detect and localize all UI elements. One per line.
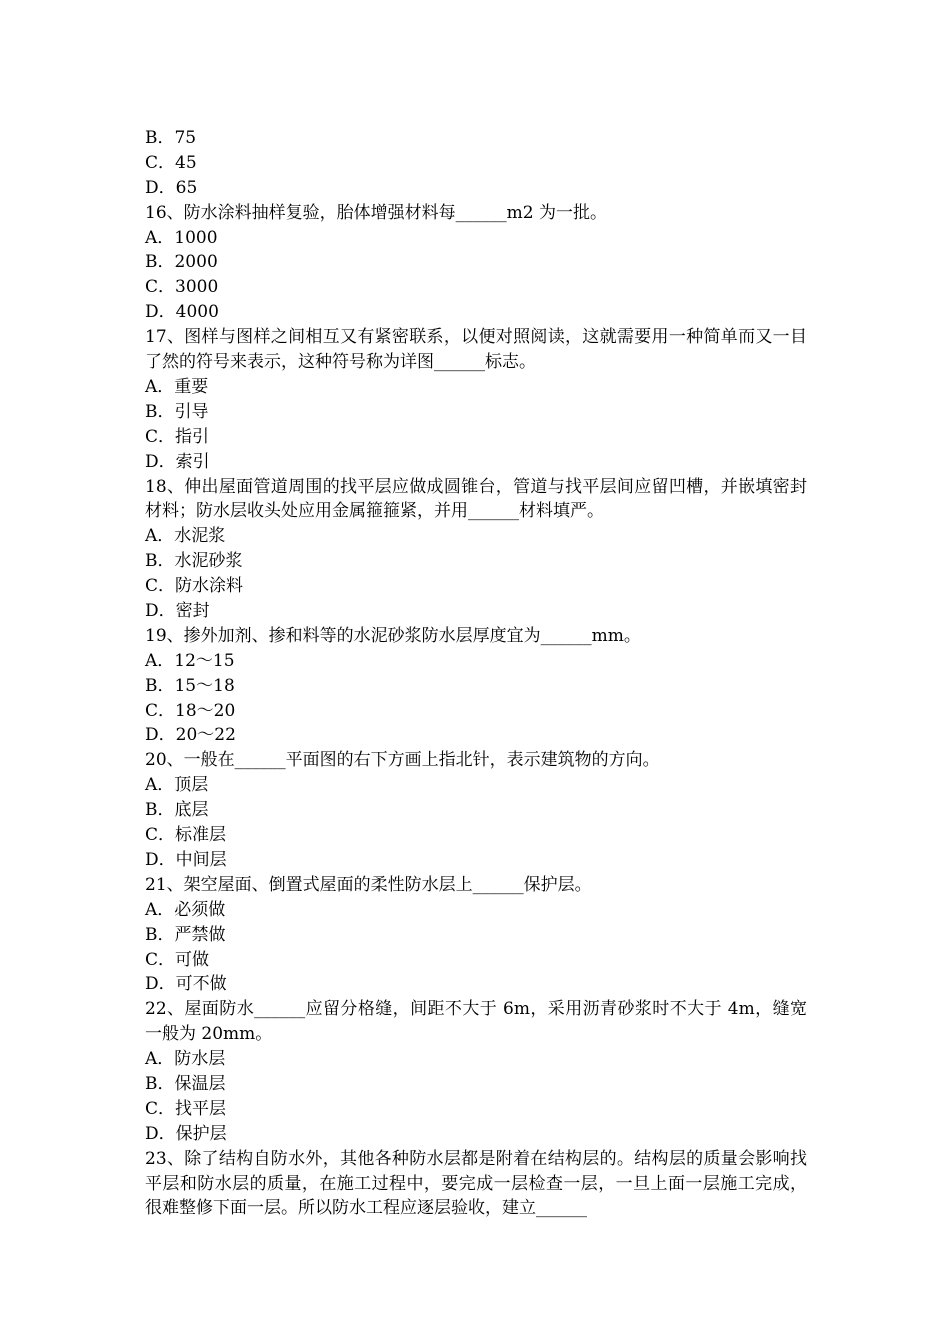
question-text: 23、除了结构自防水外，其他各种防水层都是附着在结构层的。结构层的质量会影响找平层和防水层的质量，在施工过程中，要完成一层检查一层，一旦上面一层施工完成，很难整修下面一层。所以防水工程应逐层验收，建立______	[145, 1148, 807, 1219]
answer-option: B．严禁做	[145, 924, 226, 945]
question-text: 22、屋面防水______应留分格缝，间距不大于 6m，采用沥青砂浆时不大于 4m，缝宽一般为 20mm。	[145, 999, 807, 1045]
answer-option: A．防水层	[145, 1049, 226, 1070]
question-text: 16、防水涂料抽样复验，胎体增强材料每______m2 为一批。	[145, 202, 607, 223]
answer-option: C．18～20	[145, 700, 236, 721]
question-text: 21、架空屋面、倒置式屋面的柔性防水层上______保护层。	[145, 874, 592, 895]
answer-option: A．顶层	[145, 775, 209, 796]
question-text: 20、一般在______平面图的右下方画上指北针，表示建筑物的方向。	[145, 750, 660, 771]
answer-option: B．引导	[145, 401, 209, 422]
answer-option: D．中间层	[145, 849, 227, 870]
answer-option: D．索引	[145, 451, 210, 472]
answer-option: B．水泥砂浆	[145, 551, 243, 572]
answer-option: C．3000	[145, 277, 219, 298]
answer-option: A．重要	[145, 376, 209, 397]
answer-option: D．可不做	[145, 974, 227, 995]
answer-option: A．水泥浆	[145, 526, 226, 547]
question-text: 19、掺外加剂、掺和料等的水泥砂浆防水层厚度宜为______mm。	[145, 625, 641, 646]
answer-option: D．65	[145, 177, 198, 198]
answer-option: D．保护层	[145, 1123, 227, 1144]
answer-option: C．指引	[145, 426, 210, 447]
answer-option: B．75	[145, 128, 197, 148]
answer-option: C．可做	[145, 949, 210, 970]
answer-option: C．防水涂料	[145, 576, 244, 597]
answer-option: D．4000	[145, 302, 219, 323]
question-text: 18、伸出屋面管道周围的找平层应做成圆锥台，管道与找平层间应留凹槽，并嵌填密封材料；防水层收头处应用金属箍箍紧，并用______材料填严。	[145, 476, 807, 522]
answer-option: A．12～15	[145, 650, 235, 671]
answer-option: C．45	[145, 152, 197, 173]
answer-option: B．底层	[145, 800, 209, 821]
answer-option: B．2000	[145, 252, 218, 273]
question-text: 17、图样与图样之间相互又有紧密联系，以便对照阅读，这就需要用一种简单而又一目了然的符号来表示，这种符号称为详图______标志。	[145, 327, 807, 373]
answer-option: C．标准层	[145, 825, 227, 846]
document-page	[145, 126, 807, 1221]
answer-option: B．15～18	[145, 675, 235, 696]
answer-option: D．20～22	[145, 725, 236, 746]
answer-option: A．1000	[145, 227, 218, 248]
answer-option: C．找平层	[145, 1098, 227, 1119]
answer-option: A．必须做	[145, 899, 226, 920]
answer-option: B．保温层	[145, 1074, 226, 1094]
answer-option: D．密封	[145, 601, 210, 621]
